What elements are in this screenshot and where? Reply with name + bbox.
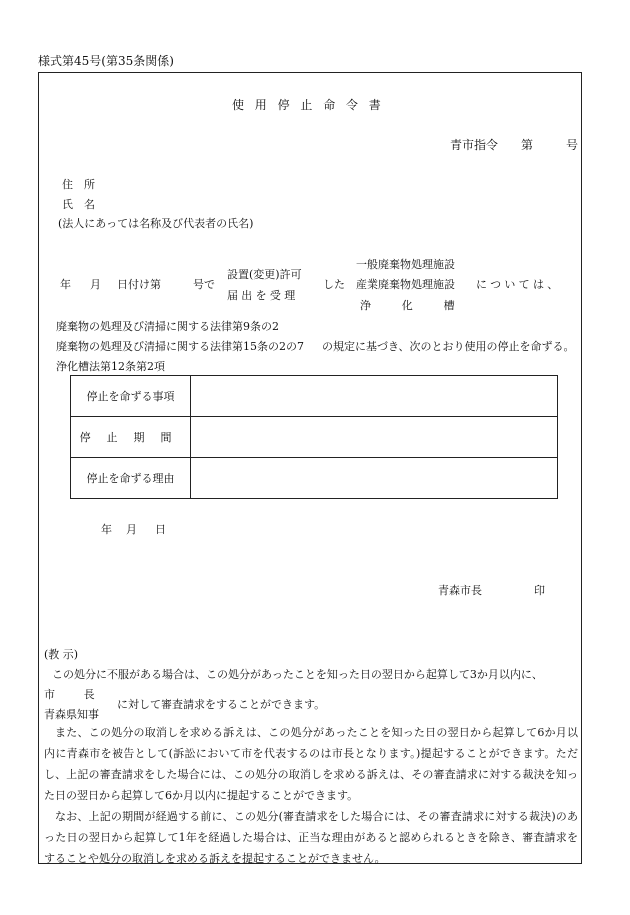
table-row-value xyxy=(191,417,558,458)
facility-option-1: 一般廃棄物処理施設 xyxy=(356,258,455,271)
authority-option-2: 青森県知事 xyxy=(44,708,99,721)
permit-option-2: 届出を受理 xyxy=(227,289,299,302)
authority-option-1: 市長 xyxy=(44,688,124,701)
shita-text: した xyxy=(323,278,345,291)
order-date-number: 日付け第 xyxy=(117,278,161,291)
law-reference-3: 浄化槽法第12条第2項 xyxy=(56,360,165,373)
permit-option-1: 設置(変更)許可 xyxy=(227,268,302,281)
doc-number-go: 号 xyxy=(566,138,579,152)
doc-number-dai: 第 xyxy=(521,138,534,152)
table-row xyxy=(71,458,558,499)
review-request-text: に対して審査請求をすることができます。 xyxy=(117,698,326,711)
facility-option-2: 産業廃棄物処理施設 xyxy=(356,278,455,291)
table-row-value xyxy=(191,376,558,417)
order-details-table xyxy=(70,375,558,499)
law-reference-1: 廃棄物の処理及び清掃に関する法律第9条の2 xyxy=(56,320,279,333)
law-suffix: の規定に基づき、次のとおり使用の停止を命ずる。 xyxy=(322,340,575,353)
table-row-value xyxy=(191,458,558,499)
facility-option-3: 浄化槽 xyxy=(360,299,486,312)
document-title: 使用停止命令書 xyxy=(232,98,392,112)
table-row xyxy=(71,376,558,417)
seal-mark: 印 xyxy=(534,584,545,597)
doc-number-prefix: 青市指令 xyxy=(450,138,499,152)
notice-para-3: なお、上記の期間が経過する前に、この処分(審査請求をした場合には、その審査請求に対する裁決)のあった日の翌日から起算して1年を経過した場合は、正当な理由があると認められるときを除き、審査請求をすることや処分の取消しを求める訴えを提起することができません。 xyxy=(44,810,578,865)
order-month: 月 xyxy=(90,278,101,291)
address-label: 住所 xyxy=(62,178,106,191)
date-year: 年 xyxy=(101,523,112,536)
name-label: 氏名 xyxy=(62,198,106,211)
table-row-label: 停止を命ずる理由 xyxy=(71,458,191,499)
table-row xyxy=(71,417,558,458)
notice-para-2: また、この処分の取消しを求める訴えは、この処分があったことを知った日の翌日から起算して6か月以内に青森市を被告として(訴訟において市を代表するのは市長となります。)提起することができます。ただし、上記の審査請求をした場合には、この処分の取消しを求める訴えは、その審査請求に対する裁決を知った日の翌日から起算して6か月以内に提起することができます。 xyxy=(44,726,578,802)
ni-tsuite-text: については、 xyxy=(476,278,562,291)
notice-heading: (教 示) xyxy=(44,648,79,661)
signer-title: 青森市長 xyxy=(438,584,482,597)
table-row-label: 停止を命ずる事項 xyxy=(71,376,191,417)
notice-para-1: この処分に不服がある場合は、この処分があったことを知った日の翌日から起算して3か月以内に、 xyxy=(52,668,543,681)
order-go-de: 号で xyxy=(193,278,215,291)
table-row-label: 停止期間 xyxy=(71,417,191,458)
form-label: 様式第45号(第35条関係) xyxy=(38,54,174,68)
order-year: 年 xyxy=(60,278,71,291)
date-month: 月 xyxy=(126,523,137,536)
date-day: 日 xyxy=(155,523,166,536)
law-reference-2: 廃棄物の処理及び清掃に関する法律第15条の2の7 xyxy=(56,340,304,353)
corporation-note: (法人にあっては名称及び代表者の氏名) xyxy=(58,217,254,230)
